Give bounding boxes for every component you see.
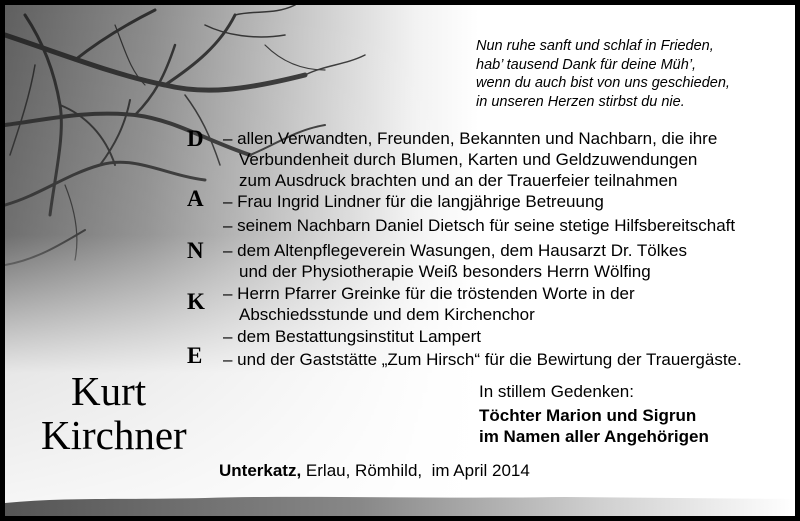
poem-line: in unseren Herzen stirbst du nie. — [476, 93, 685, 110]
thanks-line: Verbundenheit durch Blumen, Karten und Geldzuwendungen — [239, 150, 698, 169]
thanks-line: und der Physiotherapie Weiß besonders Herrn Wölfing — [239, 262, 651, 281]
thanks-line: – dem Altenpflegeverein Wasungen, dem Hausarzt Dr. Tölkes — [223, 241, 687, 260]
memorial-family-line: im Namen aller Angehörigen — [479, 427, 709, 446]
danke-letter-a: A — [187, 186, 204, 211]
place-primary: Unterkatz, — [219, 461, 302, 480]
poem — [476, 37, 796, 111]
thanks-line: – allen Verwandten, Freunden, Bekannten und Nachbarn, die ihre — [223, 129, 718, 148]
thanks-line: – Frau Ingrid Lindner für die langjährige Betreuung — [223, 192, 604, 211]
thanks-line: zum Ausdruck brachten und an der Trauerfeier teilnahmen — [239, 171, 678, 190]
thanks-line: – seinem Nachbarn Daniel Dietsch für seine stetige Hilfsbereitschaft — [223, 216, 736, 235]
danke-letter-e: E — [187, 343, 203, 368]
memorial-intro: In stillem Gedenken: — [479, 382, 634, 401]
danke-letter-n: N — [187, 238, 204, 263]
poem-line: wenn du auch bist von uns geschieden, — [476, 75, 730, 91]
danke-letter-d: D — [187, 126, 204, 151]
thanks-line: – dem Bestattungsinstitut Lampert — [223, 327, 481, 346]
memorial-family-line: Töchter Marion und Sigrun — [479, 406, 697, 425]
place-rest: Erlau, Römhild, im April 2014 — [301, 461, 530, 480]
thanks-line: Abschiedsstunde und dem Kirchenchor — [239, 305, 535, 324]
place-date-line — [219, 461, 530, 481]
thanks-line: – Herrn Pfarrer Greinke für die tröstenden Worte in der — [223, 284, 635, 303]
poem-line: Nun ruhe sanft und schlaf in Frieden, — [476, 38, 714, 54]
poem-line: hab’ tausend Dank für deine Müh’, — [476, 56, 697, 73]
danke-letter-k: K — [187, 289, 205, 314]
deceased-first-name: Kurt — [71, 368, 147, 414]
deceased-last-name: Kirchner — [41, 412, 187, 458]
thanks-line: – und der Gaststätte „Zum Hirsch“ für die Bewirtung der Trauergäste. — [223, 350, 742, 369]
